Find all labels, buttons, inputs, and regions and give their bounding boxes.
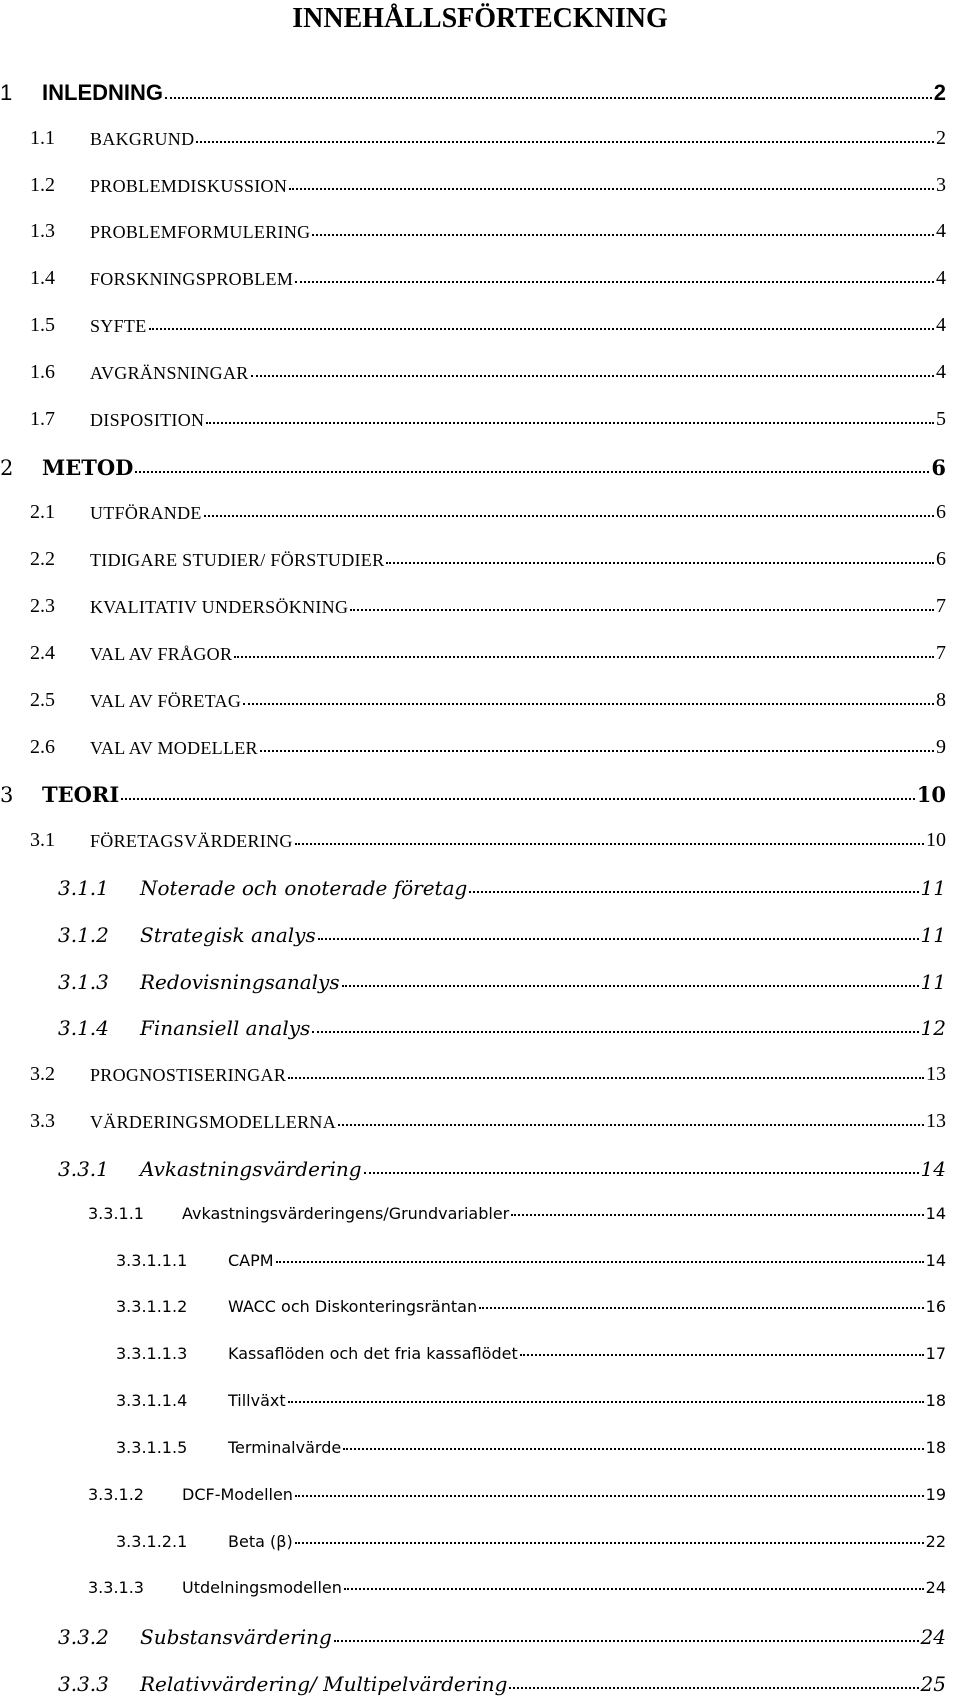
toc-entry-number: 2.2 [30, 548, 55, 570]
toc-entry-page-number: 25 [920, 1672, 946, 1696]
toc-entry[interactable] [116, 1438, 946, 1457]
toc-entry-page-number: 11 [920, 923, 946, 947]
toc-entry-page-number: 4 [936, 361, 946, 383]
toc-entry[interactable] [88, 1578, 946, 1597]
toc-entry[interactable] [0, 455, 946, 480]
toc-entry-number: 3.3.2 [58, 1625, 109, 1649]
dot-leader [312, 233, 934, 236]
toc-entry-page-number: 3 [936, 174, 946, 196]
toc-entry-page-number: 19 [925, 1485, 946, 1504]
toc-entry-title: FÖRETAGSVÄRDERING [90, 831, 293, 851]
toc-entry-number: 3.1.4 [58, 1016, 109, 1040]
toc-entry[interactable] [30, 408, 946, 431]
toc-entry-title: Noterade och onoterade företag [140, 876, 468, 900]
toc-entry-number: 2.6 [30, 736, 55, 758]
toc-entry[interactable] [116, 1391, 946, 1410]
toc-entry-page-number: 16 [925, 1297, 946, 1316]
toc-entry-page-number: 10 [926, 829, 946, 851]
toc-entry[interactable] [30, 501, 946, 524]
dot-leader [288, 1076, 924, 1079]
dot-leader [318, 937, 919, 940]
toc-entry-page-number: 13 [926, 1063, 946, 1085]
toc-entry-page-number: 18 [925, 1438, 946, 1457]
toc-entry-title: UTFÖRANDE [90, 503, 202, 523]
toc-entry[interactable] [88, 1204, 946, 1223]
toc-entry-number: 3.3 [30, 1110, 55, 1132]
toc-entry-title: KVALITATIV UNDERSÖKNING [90, 597, 349, 617]
toc-entry-number: 3.3.1.1.4 [116, 1391, 188, 1410]
dot-leader [509, 1686, 918, 1689]
toc-entry-page-number: 14 [925, 1204, 946, 1223]
toc-entry[interactable] [30, 127, 946, 150]
dot-leader [386, 561, 934, 564]
toc-entry-page-number: 22 [925, 1532, 946, 1551]
toc-entry-title: AVGRÄNSNINGAR [90, 363, 249, 383]
toc-entry-number: 3.1 [30, 829, 55, 851]
dot-leader [295, 1494, 924, 1497]
toc-entry-title: BAKGRUND [90, 129, 195, 149]
dot-leader [343, 1447, 923, 1450]
toc-entry-title: Avkastningsvärdering [140, 1157, 362, 1181]
toc-entry-number: 1.6 [30, 361, 55, 383]
toc-entry-page-number: 10 [916, 782, 946, 807]
dot-leader [469, 890, 918, 893]
toc-entry-number: 1.1 [30, 127, 55, 149]
toc-entry-number: 3.2 [30, 1063, 55, 1085]
toc-entry[interactable] [30, 642, 946, 665]
toc-entry-number: 3.1.3 [58, 970, 109, 994]
page-title: INNEHÅLLSFÖRTECKNING [292, 3, 668, 34]
dot-leader [251, 374, 934, 377]
toc-entry-title: Kassaflöden och det fria kassaflödet [228, 1344, 518, 1363]
dot-leader [243, 702, 934, 705]
toc-entry-number: 1.2 [30, 174, 55, 196]
toc-entry-page-number: 24 [925, 1578, 946, 1597]
dot-leader [289, 187, 934, 190]
toc-entry[interactable] [58, 1625, 946, 1649]
toc-entry-title: Finansiell analys [140, 1016, 311, 1040]
toc-entry-title: VAL AV FÖRETAG [90, 691, 242, 711]
toc-entry-title: Tillväxt [228, 1391, 286, 1410]
toc-entry-number: 2.4 [30, 642, 55, 664]
dot-leader [288, 1400, 924, 1403]
toc-entry-page-number: 5 [936, 408, 946, 430]
toc-entry-number: 1.3 [30, 220, 55, 242]
toc-entry-page-number: 4 [936, 314, 946, 336]
toc-entry-title: Substansvärdering [140, 1625, 332, 1649]
toc-entry-page-number: 4 [936, 267, 946, 289]
toc-entry-number: 3.3.1.2 [88, 1485, 144, 1504]
toc-entry-page-number: 12 [920, 1016, 946, 1040]
toc-entry-page-number: 7 [936, 642, 946, 664]
dot-leader [165, 96, 932, 99]
toc-entry[interactable] [30, 361, 946, 384]
toc-entry-page-number: 14 [925, 1251, 946, 1270]
toc-entry-title: FORSKNINGSPROBLEM [90, 269, 294, 289]
toc-entry[interactable] [58, 1016, 946, 1040]
dot-leader [344, 1587, 924, 1590]
toc-entry-page-number: 24 [920, 1625, 946, 1649]
toc-entry-title: Avkastningsvärderingens/Grundvariabler [182, 1204, 510, 1223]
toc-entry-number: 1.4 [30, 267, 55, 289]
dot-leader [276, 1260, 924, 1263]
dot-leader [121, 797, 915, 800]
toc-entry-page-number: 17 [925, 1344, 946, 1363]
toc-entry[interactable] [30, 314, 946, 337]
dot-leader [312, 1030, 918, 1033]
toc-entry[interactable] [30, 267, 946, 290]
dot-leader [295, 1541, 924, 1544]
toc-entry-title: TEORI [42, 782, 120, 807]
toc-entry-number: 3.3.1.1 [88, 1204, 144, 1223]
toc-entry-title: Redovisningsanalys [140, 970, 340, 994]
toc-entry[interactable] [30, 174, 946, 197]
toc-entry[interactable] [30, 1063, 946, 1086]
toc-entry[interactable] [58, 876, 946, 900]
toc-entry-title: Beta (β) [228, 1532, 293, 1551]
dot-leader [196, 140, 934, 143]
toc-entry-number: 3.3.1.1.1 [116, 1251, 188, 1270]
toc-entry-page-number: 11 [920, 970, 946, 994]
dot-leader [338, 1123, 924, 1126]
toc-entry[interactable] [30, 829, 946, 852]
toc-entry-number: 3.3.1.3 [88, 1578, 144, 1597]
toc-entry[interactable] [116, 1251, 946, 1270]
toc-entry-title: PROBLEMFORMULERING [90, 222, 311, 242]
toc-entry-title: INLEDNING [42, 80, 163, 105]
toc-entry-title: Relativvärdering/ Multipelvärdering [140, 1672, 508, 1696]
toc-entry-page-number: 6 [931, 455, 946, 480]
toc-entry-title: PROGNOSTISERINGAR [90, 1065, 287, 1085]
toc-entry-page-number: 4 [936, 220, 946, 242]
toc-entry-title: DCF-Modellen [182, 1485, 293, 1504]
toc-entry-page-number: 7 [936, 595, 946, 617]
toc-entry[interactable] [30, 1110, 946, 1133]
toc-entry-number: 3.3.3 [58, 1672, 109, 1696]
toc-entry-number: 2 [0, 456, 14, 480]
toc-entry-title: VÄRDERINGSMODELLERNA [90, 1112, 336, 1132]
toc-entry-page-number: 18 [925, 1391, 946, 1410]
dot-leader [206, 421, 934, 424]
toc-entry-number: 2.3 [30, 595, 55, 617]
toc-entry-page-number: 14 [920, 1157, 946, 1181]
toc-entry-title: DISPOSITION [90, 410, 205, 430]
toc-entry-number: 1 [0, 80, 13, 105]
toc-entry[interactable] [30, 220, 946, 243]
dot-leader [295, 842, 924, 845]
toc-entry[interactable] [58, 1672, 946, 1696]
dot-leader [364, 1171, 919, 1174]
toc-entry-number: 1.7 [30, 408, 55, 430]
toc-entry-number: 3.3.1.1.2 [116, 1297, 188, 1316]
toc-entry-number: 3.3.1 [58, 1157, 109, 1181]
toc-entry-title: Terminalvärde [228, 1438, 342, 1457]
toc-entry-page-number: 2 [933, 80, 946, 105]
toc-entry-title: VAL AV MODELLER [90, 738, 258, 758]
dot-leader [520, 1353, 924, 1356]
toc-entry-number: 2.1 [30, 501, 55, 523]
toc-entry[interactable] [58, 1157, 946, 1181]
toc-entry-page-number: 9 [936, 736, 946, 758]
toc-entry-number: 2.5 [30, 689, 55, 711]
toc-entry-number: 3.3.1.2.1 [116, 1532, 188, 1551]
toc-entry-number: 3.1.1 [58, 876, 109, 900]
dot-leader [479, 1306, 924, 1309]
toc-entry[interactable] [58, 970, 946, 994]
dot-leader [135, 470, 929, 473]
toc-entry[interactable] [0, 782, 946, 807]
toc-entry[interactable] [116, 1297, 946, 1316]
toc-entry-number: 3.1.2 [58, 923, 109, 947]
toc-entry-page-number: 2 [936, 127, 946, 149]
dot-leader [260, 749, 934, 752]
toc-entry-page-number: 13 [926, 1110, 946, 1132]
toc-entry-title: TIDIGARE STUDIER/ FÖRSTUDIER [90, 550, 385, 570]
toc-entry-page-number: 11 [920, 876, 946, 900]
dot-leader [342, 984, 919, 987]
toc-entry[interactable] [30, 595, 946, 618]
dot-leader [350, 608, 934, 611]
toc-entry-page-number: 6 [936, 548, 946, 570]
toc-entry-title: Utdelningsmodellen [182, 1578, 342, 1597]
toc-entry-title: PROBLEMDISKUSSION [90, 176, 288, 196]
dot-leader [295, 280, 934, 283]
dot-leader [149, 327, 934, 330]
toc-entry-title: SYFTE [90, 316, 147, 336]
toc-entry[interactable] [88, 1485, 946, 1504]
toc-entry-page-number: 8 [936, 689, 946, 711]
toc-entry-number: 3 [0, 783, 14, 807]
toc-entry-number: 3.3.1.1.3 [116, 1344, 188, 1363]
toc-entry[interactable] [30, 736, 946, 759]
toc-entry-number: 3.3.1.1.5 [116, 1438, 188, 1457]
toc-entry[interactable] [116, 1532, 946, 1551]
toc-entry[interactable] [116, 1344, 946, 1363]
toc-entry[interactable] [30, 689, 946, 712]
toc-entry-title: Strategisk analys [140, 923, 316, 947]
dot-leader [234, 655, 934, 658]
toc-entry-number: 1.5 [30, 314, 55, 336]
toc-entry[interactable] [0, 80, 946, 106]
toc-entry-title: VAL AV FRÅGOR [90, 644, 233, 664]
toc-entry-title: CAPM [228, 1251, 274, 1270]
dot-leader [204, 514, 934, 517]
toc-entry[interactable] [58, 923, 946, 947]
dot-leader [334, 1639, 919, 1642]
toc-entry-title: METOD [42, 455, 134, 480]
dot-leader [511, 1213, 923, 1216]
toc-entry[interactable] [30, 548, 946, 571]
toc-entry-page-number: 6 [936, 501, 946, 523]
toc-entry-title: WACC och Diskonteringsräntan [228, 1297, 478, 1316]
